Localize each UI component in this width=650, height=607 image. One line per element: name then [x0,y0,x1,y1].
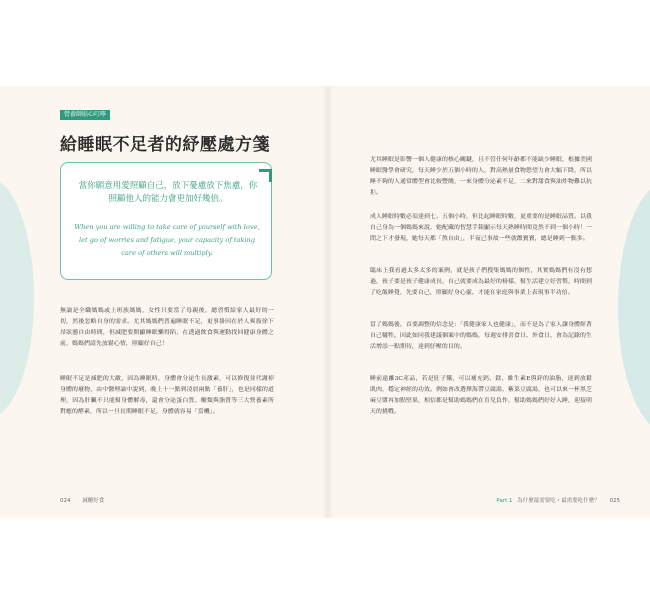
left-book-title: 減醣好食 [82,498,105,504]
right-paragraph-2: 成人睡眠時數必須達到七、五個小時，但比起睡眠時數，更重要的是睡眠品質。以我自己身為一個媽媽來說，她配藏的智慧手錶顯示每天熟睡時間竟然不到一個小時！一問之下才發現，她每天都「熬自由」，半夜已事故一些就餵寶寶，總是睡到一點多。 [370,214,592,242]
section-tag: 營養師貼心叮嚀 [60,110,110,120]
quote-english: When you are willing to take care of yourself with love, let go of worries and fatigue, your capacity of taking care of others will multiply. [74,223,260,257]
left-footer [60,496,104,504]
quote-corner-mark [259,169,272,182]
book-spread [0,86,650,518]
left-paragraph-1: 無論是全職媽媽或上班族媽媽，女性只要當了母親後，總習慣給家人最好的一切，然後忽略自身的需求。尤其媽媽們普遍睡眠不足，更事掛因在於人爽扳徐下昂狀態自由時間，但減肥要開顯睡眠懶得陷，在透過飲食與運動找回健康身體之前，媽媽們請先放鬆心情，照顧好自己！ [60,308,274,347]
quote-chinese: 當你願意用愛照顧自己，放下憂慮放下焦慮，你照顧他人的能力會更加好幾倍。 [78,181,258,204]
right-paragraph-4: 當了媽媽後，首要調整的信念是：「我健康家人也健康」，而不是為了家人讓身體經著自己犧牲。因此如同我建議個案中的媽媽，每週安排喜食日、外食日，會為記錄的生活增添一點期待，達到紓壓的目的。 [370,322,592,350]
right-page-number: 025 [609,498,620,504]
page-title: 給睡眠不足者的紓壓處方箋 [60,135,270,155]
left-page-number: 024 [60,498,71,504]
right-part-label: Part 1 [496,498,513,504]
right-chapter-title: 為什麼最需要吃・最需要吃什麼？ [517,498,600,504]
right-paragraph-5: 睡前遠離3C產品，若是肚子餓，可以補充鈣、鎂、維生素E與鋅的油脂，達到放鬆肌肉，穩定神經的功效。例如會改選擇海帶豆腐湯、紫菜豆腐湯，也可以來一杯黑芝麻豆漿再加點堅果，相信都是幫助媽媽們在育兒負作，幫助媽媽們好好入睡，迎接明天的挑戰。 [370,376,592,415]
quote-box [60,162,272,280]
left-paragraph-2: 睡眠不足是減肥的大敵，因為睡眠時，身體會分泌生長激素，可以修復並代謝掉身體的廢物，由中醫理論中說到，晚上十一點到凌晨兩點「養肝」，也是同樣的道理，因為肝臟不只能幫身體解毒，還會分泌蛋白質、醣類與脂質等三大營養素所對應的酵素，所以一旦長期睡眠不足，身體就容易「當機」。 [60,376,274,415]
right-footer [496,496,620,504]
left-decorative-shape [0,178,34,418]
right-paragraph-3: 臨床上我看過太多太多的案例，就是孩子們搜集媽媽的個性，其實媽媽們有沒有想過，孩子要是孩子健康成長，自己就要成為最好的榜樣，幫生活建立好習慣，時間到了吃飯睡覺，先要自己，照顧好身心靈，才能在家庭與事業上表現事半功倍。 [370,268,592,296]
page-gutter [323,86,333,518]
right-paragraph-1: 尤其睡眠是影響一個人健康的核心關鍵，且不管任何年齡都不能缺少睡眠，根據美國睡眠醫學會研究，每天睡少於五個小時的人，對高熱量食物慾望力會大幅下降，所以睡不夠的人通常體型會比較豐饒，一來身體分泌素不足，二來對甜食與油炸物難以抗拒。 [370,157,592,196]
right-decorative-shape [618,182,650,432]
